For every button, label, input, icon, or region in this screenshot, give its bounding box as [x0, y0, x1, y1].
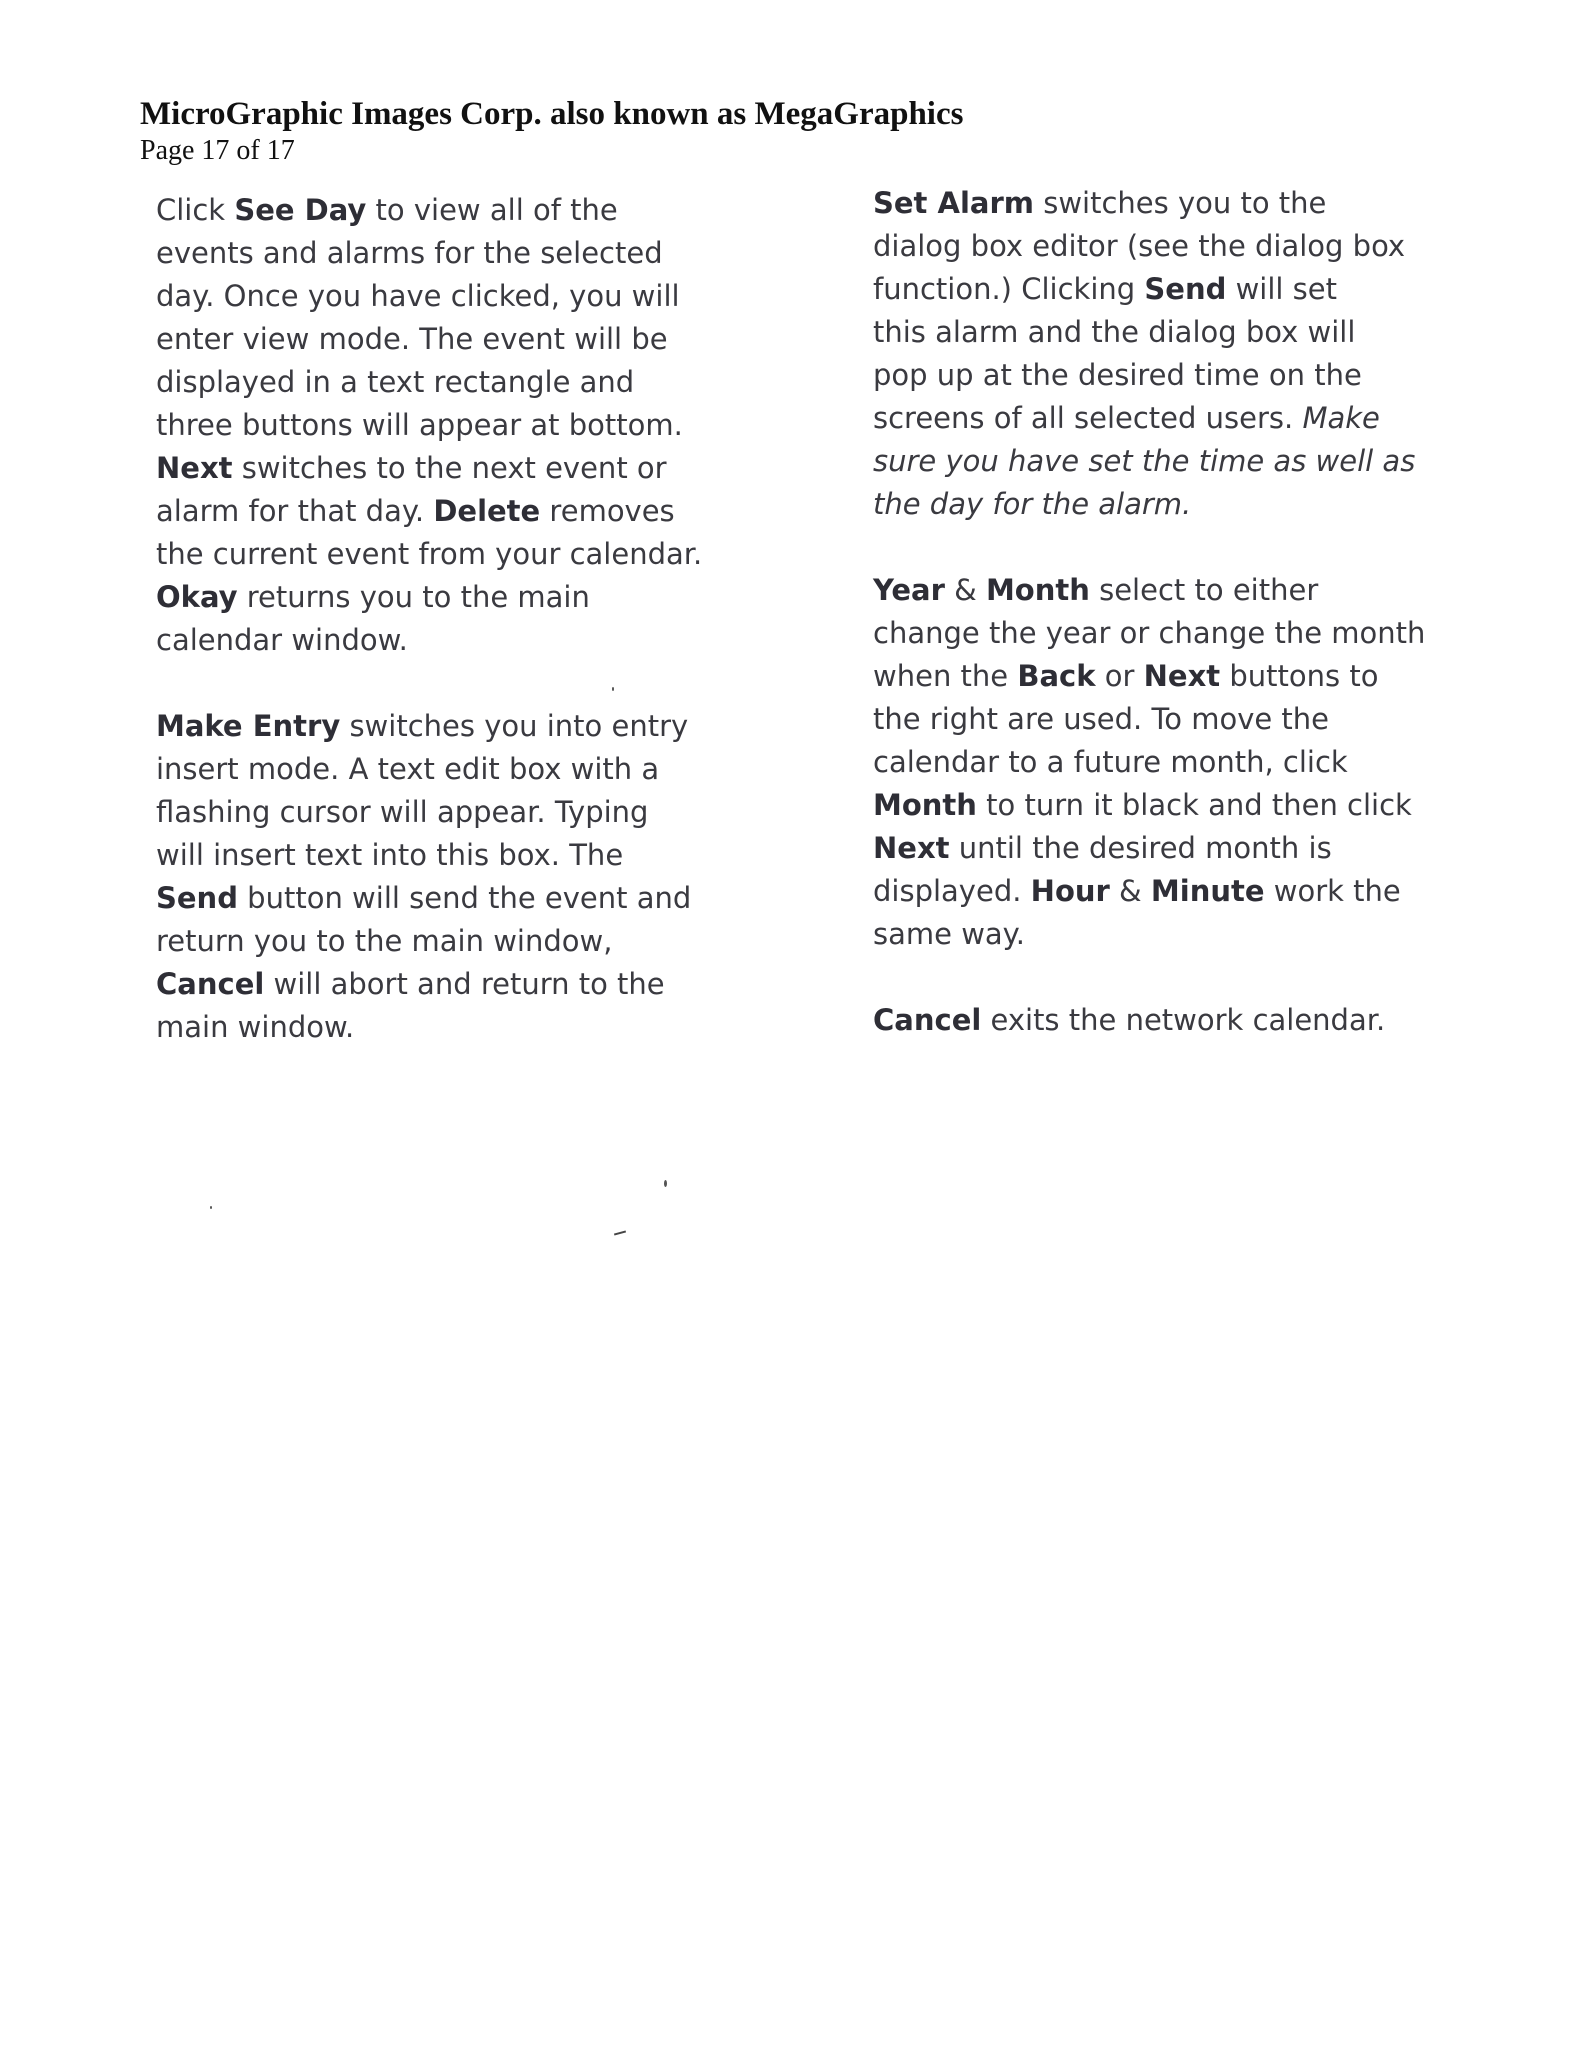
text-line	[873, 483, 1453, 526]
text-line	[873, 354, 1453, 397]
bold-term: Send	[1144, 272, 1227, 306]
text-run: alarm for that day.	[156, 494, 434, 528]
bold-term: Make Entry	[156, 709, 341, 743]
text-line	[156, 834, 736, 877]
bold-term: Next	[156, 451, 233, 485]
text-run: same way.	[873, 917, 1025, 951]
bold-term: Minute	[1150, 874, 1265, 908]
document-header-title: MicroGraphic Images Corp. also known as MegaGraphics	[140, 96, 964, 132]
text-line	[873, 913, 1453, 956]
make-entry-paragraph	[156, 705, 736, 1049]
text-line	[873, 569, 1453, 612]
bold-term: Next	[873, 831, 950, 865]
text-line	[873, 268, 1453, 311]
bold-term: Okay	[156, 580, 238, 614]
left-text-column	[156, 189, 736, 1092]
text-line	[156, 189, 736, 232]
text-line	[156, 447, 736, 490]
text-line	[156, 963, 736, 1006]
bold-term: Delete	[433, 494, 541, 528]
text-run: change the year or change the month	[873, 616, 1426, 650]
text-run: button will send the event and	[237, 881, 692, 915]
text-line	[873, 182, 1453, 225]
text-run: day. Once you have clicked, you will	[156, 279, 680, 313]
text-run: three buttons will appear at bottom.	[156, 408, 683, 442]
text-line	[873, 225, 1453, 268]
text-run: to view all of the	[366, 193, 618, 227]
text-line	[873, 999, 1453, 1042]
scan-speck	[612, 687, 614, 691]
bold-term: Month	[985, 573, 1090, 607]
text-line	[156, 576, 736, 619]
bold-term: Cancel	[873, 1003, 982, 1037]
bold-term: Set Alarm	[873, 186, 1034, 220]
text-run: enter view mode. The event will be	[156, 322, 668, 356]
text-run: displayed in a text rectangle and	[156, 365, 635, 399]
text-line	[156, 275, 736, 318]
bold-term: Back	[1017, 659, 1096, 693]
text-line	[873, 311, 1453, 354]
italic-note: sure you have set the time as well as	[873, 444, 1416, 478]
year-month-paragraph	[873, 569, 1453, 956]
text-run: function.) Clicking	[873, 272, 1145, 306]
text-line	[156, 533, 736, 576]
bold-term: Year	[873, 573, 945, 607]
text-line	[156, 490, 736, 533]
text-run: work the	[1264, 874, 1401, 908]
text-run: calendar to a future month, click	[873, 745, 1348, 779]
text-run: calendar window.	[156, 623, 408, 657]
text-line	[156, 404, 736, 447]
text-line	[156, 920, 736, 963]
text-line	[156, 705, 736, 748]
text-line	[156, 361, 736, 404]
text-line	[873, 655, 1453, 698]
text-run: returns you to the main	[237, 580, 590, 614]
text-line	[156, 748, 736, 791]
text-line	[156, 877, 736, 920]
text-run: or	[1095, 659, 1144, 693]
text-run: when the	[873, 659, 1018, 693]
bold-term: Hour	[1030, 874, 1110, 908]
cancel-paragraph	[873, 999, 1453, 1042]
text-line	[873, 397, 1453, 440]
text-run: switches you into entry	[340, 709, 689, 743]
see-day-paragraph	[156, 189, 736, 662]
text-line	[156, 318, 736, 361]
text-line	[156, 1006, 736, 1049]
text-line	[156, 619, 736, 662]
text-run: pop up at the desired time on the	[873, 358, 1362, 392]
text-run: switches you to the	[1034, 186, 1327, 220]
text-run: dialog box editor (see the dialog box	[873, 229, 1406, 263]
set-alarm-paragraph	[873, 182, 1453, 526]
text-run: buttons to	[1220, 659, 1379, 693]
text-line	[156, 232, 736, 275]
text-run: to turn it black and then click	[976, 788, 1412, 822]
text-run: until the desired month is	[949, 831, 1332, 865]
text-run: the current event from your calendar.	[156, 537, 703, 571]
scan-mark	[614, 1230, 626, 1235]
text-line	[873, 784, 1453, 827]
text-run: &	[1109, 874, 1151, 908]
text-run: &	[944, 573, 986, 607]
text-run: events and alarms for the selected	[156, 236, 663, 270]
text-run: main window.	[156, 1010, 355, 1044]
text-line	[873, 827, 1453, 870]
text-line	[873, 698, 1453, 741]
text-run: exits the network calendar.	[981, 1003, 1386, 1037]
page-number: Page 17 of 17	[140, 135, 295, 166]
text-line	[873, 612, 1453, 655]
text-run: removes	[540, 494, 675, 528]
text-run: return you to the main window,	[156, 924, 613, 958]
text-run: will insert text into this box. The	[156, 838, 624, 872]
text-line	[156, 791, 736, 834]
text-run: select to either	[1089, 573, 1319, 607]
text-run: insert mode. A text edit box with a	[156, 752, 660, 786]
italic-note: the day for the alarm.	[873, 487, 1192, 521]
text-run: switches to the next event or	[232, 451, 667, 485]
italic-note: Make	[1302, 401, 1380, 435]
bold-term: Month	[873, 788, 977, 822]
bold-term: Next	[1143, 659, 1221, 693]
text-run: the right are used. To move the	[873, 702, 1330, 736]
text-line	[873, 440, 1453, 483]
text-run: this alarm and the dialog box will	[873, 315, 1356, 349]
text-line	[873, 741, 1453, 784]
right-text-column	[873, 182, 1453, 1085]
scan-speck	[664, 1180, 667, 1187]
text-run: flashing cursor will appear. Typing	[156, 795, 649, 829]
scan-speck	[210, 1206, 212, 1209]
text-run: displayed.	[873, 874, 1031, 908]
text-run: screens of all selected users.	[873, 401, 1303, 435]
text-line	[873, 870, 1453, 913]
bold-term: Cancel	[156, 967, 265, 1001]
bold-term: Send	[156, 881, 238, 915]
text-run: will abort and return to the	[264, 967, 665, 1001]
text-run: will set	[1226, 272, 1338, 306]
text-run: Click	[156, 193, 235, 227]
bold-term: See Day	[234, 193, 367, 227]
